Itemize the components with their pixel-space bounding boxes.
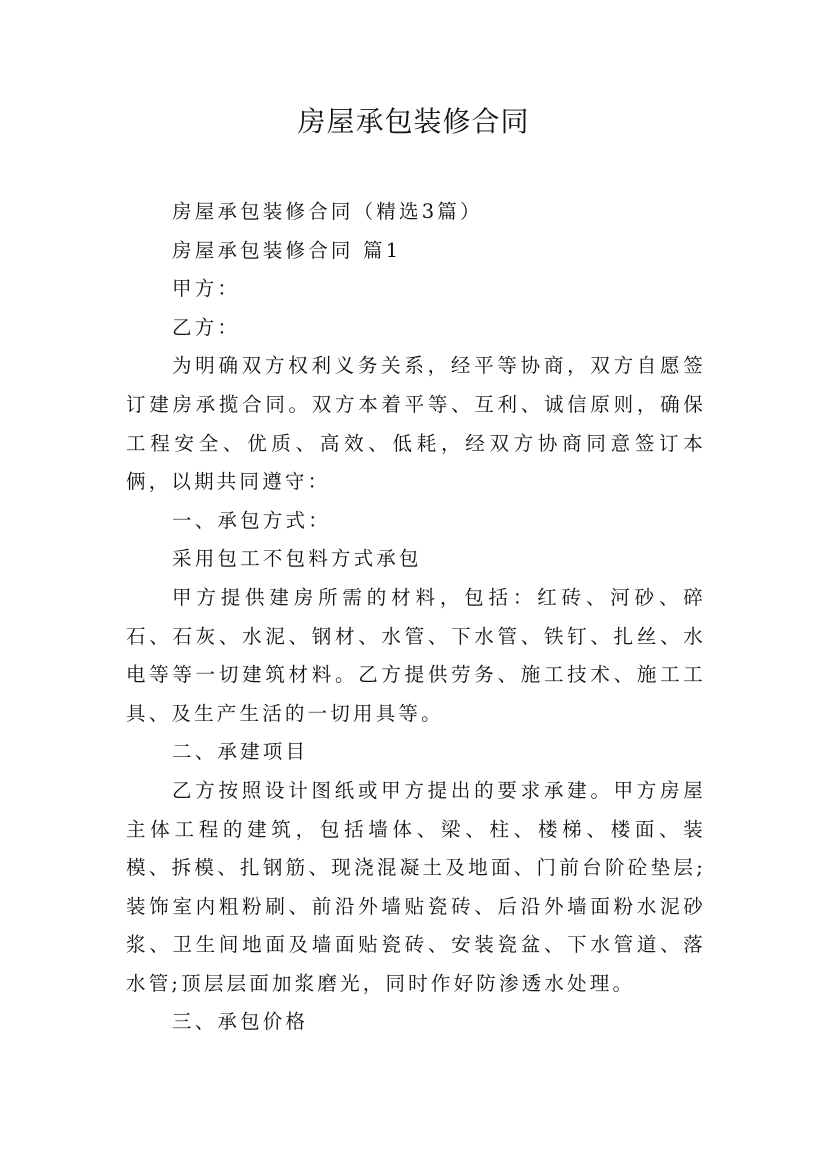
section-heading-contract-method: 一、承包方式： <box>172 508 331 532</box>
paragraph-project-scope: 乙方按照设计图纸或甲方提出的要求承建。甲方房屋主体工程的建筑，包括墙体、梁、柱、楼梯、楼面、装模、拆模、扎钢筋、现浇混凝土及地面、门前台阶砼垫层;装饰室内粗粉刷、前沿外墙贴瓷砖、后沿外墙面粉水泥砂浆、卫生间地面及墙面贴瓷砖、安装瓷盆、下水管道、落水管;顶层层面加浆磨光，同时作好防渗透水处理。 <box>126 778 706 995</box>
paragraph-preamble: 为明确双方权利义务关系，经平等协商，双方自愿签订建房承揽合同。双方本着平等、互利、诚信原则，确保工程安全、优质、高效、低耗，经双方协商同意签订本俩，以期共同遵守： <box>126 354 706 494</box>
document-body <box>126 193 706 1042</box>
paragraph-party-b: 乙方： <box>172 315 241 339</box>
paragraph-article-title: 房屋承包装修合同 篇1 <box>172 238 402 262</box>
section-heading-project-scope: 二、承建项目 <box>172 740 309 764</box>
paragraph-party-a: 甲方： <box>172 277 241 301</box>
paragraph-materials: 甲方提供建房所需的材料，包括：红砖、河砂、碎石、石灰、水泥、钢材、水管、下水管、铁钉、扎丝、水电等等一切建筑材料。乙方提供劳务、施工技术、施工工具、及生产生活的一切用具等。 <box>126 585 706 725</box>
paragraph-heading-selection: 房屋承包装修合同（精选3篇） <box>172 200 483 223</box>
paragraph-contract-method: 采用包工不包料方式承包 <box>172 547 422 571</box>
section-heading-contract-price: 三、承包价格 <box>172 1010 309 1034</box>
document-title: 房屋承包装修合同 <box>297 105 530 138</box>
